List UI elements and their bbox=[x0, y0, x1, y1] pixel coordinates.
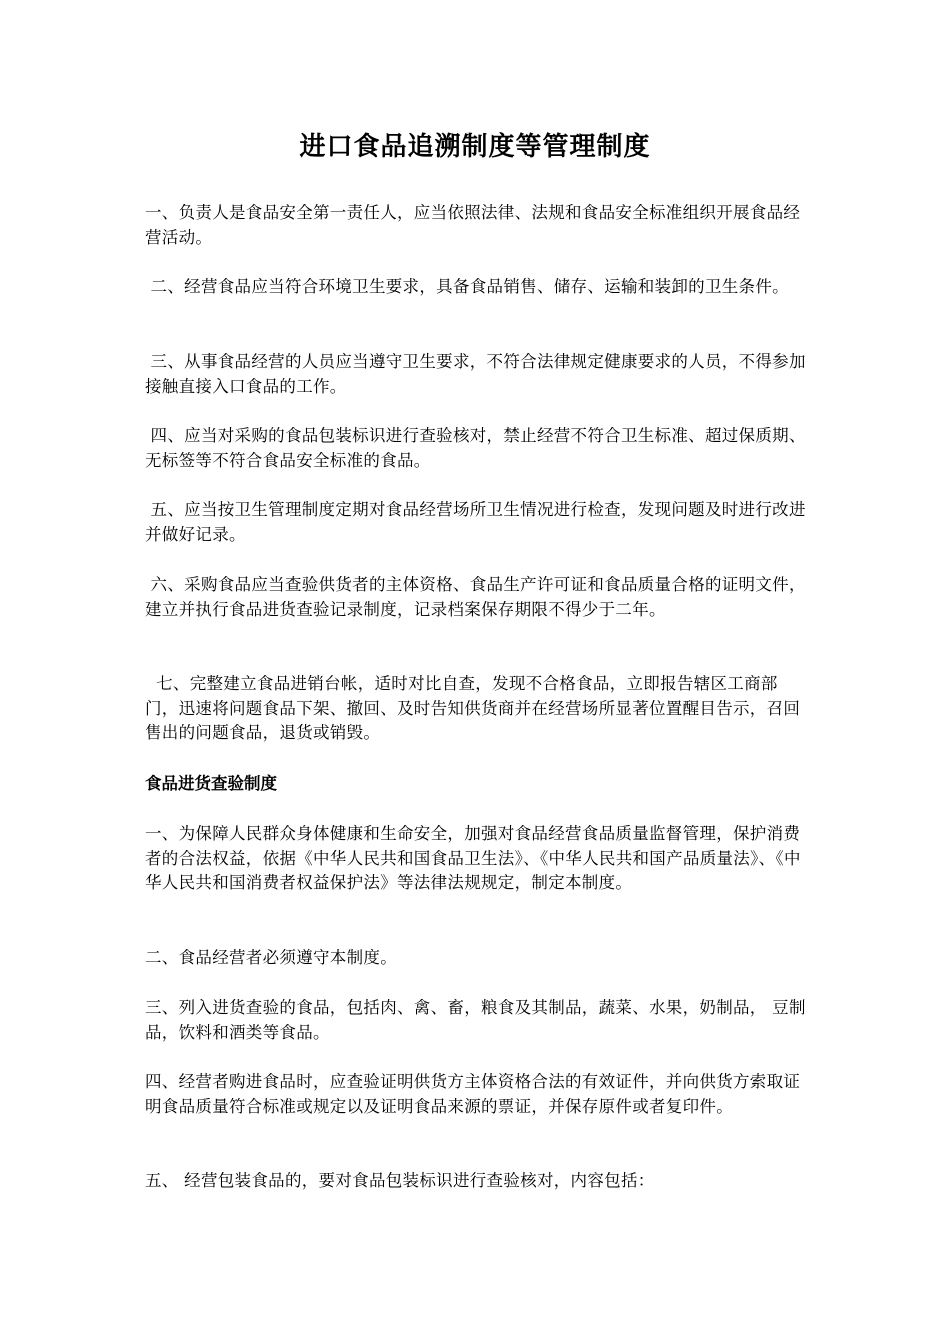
paragraph-2: 二、经营食品应当符合环境卫生要求，具备食品销售、储存、运输和装卸的卫生条件。 bbox=[145, 277, 789, 296]
section-paragraph-1: 一、为保障人民群众身体健康和生命安全，加强对食品经营食品质量监督管理，保护消费者的合法权益，依据《中华人民共和国食品卫生法》、《中华人民共和国产品质量法》、《中华人民共和国消费者权益保护法》等法律法规规定，制定本制度。 bbox=[145, 824, 801, 892]
section-paragraph-5: 五、 经营包装食品的，要对食品包装标识进行查验核对，内容包括： bbox=[145, 1171, 655, 1190]
section-paragraph-2: 二、食品经营者必须遵守本制度。 bbox=[145, 948, 397, 967]
section-heading: 食品进货查验制度 bbox=[145, 774, 277, 793]
paragraph-7: 七、完整建立食品进销台帐，适时对比自查，发现不合格食品，立即报告辖区工商部门，迅速将问题食品下架、撤回、及时告知供货商并在经营场所显著位置醒目告示，召回售出的问题食品，退货或销毁。 bbox=[145, 674, 801, 742]
paragraph-3: 三、从事食品经营的人员应当遵守卫生要求，不符合法律规定健康要求的人员，不得参加接触直接入口食品的工作。 bbox=[145, 352, 806, 396]
paragraph-5: 五、应当按卫生管理制度定期对食品经营场所卫生情况进行检查，发现问题及时进行改进并做好记录。 bbox=[145, 500, 806, 544]
paragraph-1: 一、负责人是食品安全第一责任人，应当依照法律、法规和食品安全标准组织开展食品经营活动。 bbox=[145, 203, 801, 247]
document-title: 进口食品追溯制度等管理制度 bbox=[299, 132, 651, 162]
paragraph-6: 六、采购食品应当查验供货者的主体资格、食品生产许可证和食品质量合格的证明文件，建立并执行食品进货查验记录制度，记录档案保存期限不得少于二年。 bbox=[145, 575, 806, 619]
section-paragraph-3: 三、列入进货查验的食品，包括肉、禽、畜，粮食及其制品，蔬菜、水果，奶制品， 豆制品，饮料和酒类等食品。 bbox=[145, 998, 806, 1042]
section-paragraph-4: 四、经营者购进食品时，应查验证明供货方主体资格合法的有效证件，并向供货方索取证明食品质量符合标准或规定以及证明食品来源的票证，并保存原件或者复印件。 bbox=[145, 1072, 801, 1116]
paragraph-4: 四、应当对采购的食品包装标识进行查验核对，禁止经营不符合卫生标准、超过保质期、无标签等不符合食品安全标准的食品。 bbox=[145, 426, 806, 470]
